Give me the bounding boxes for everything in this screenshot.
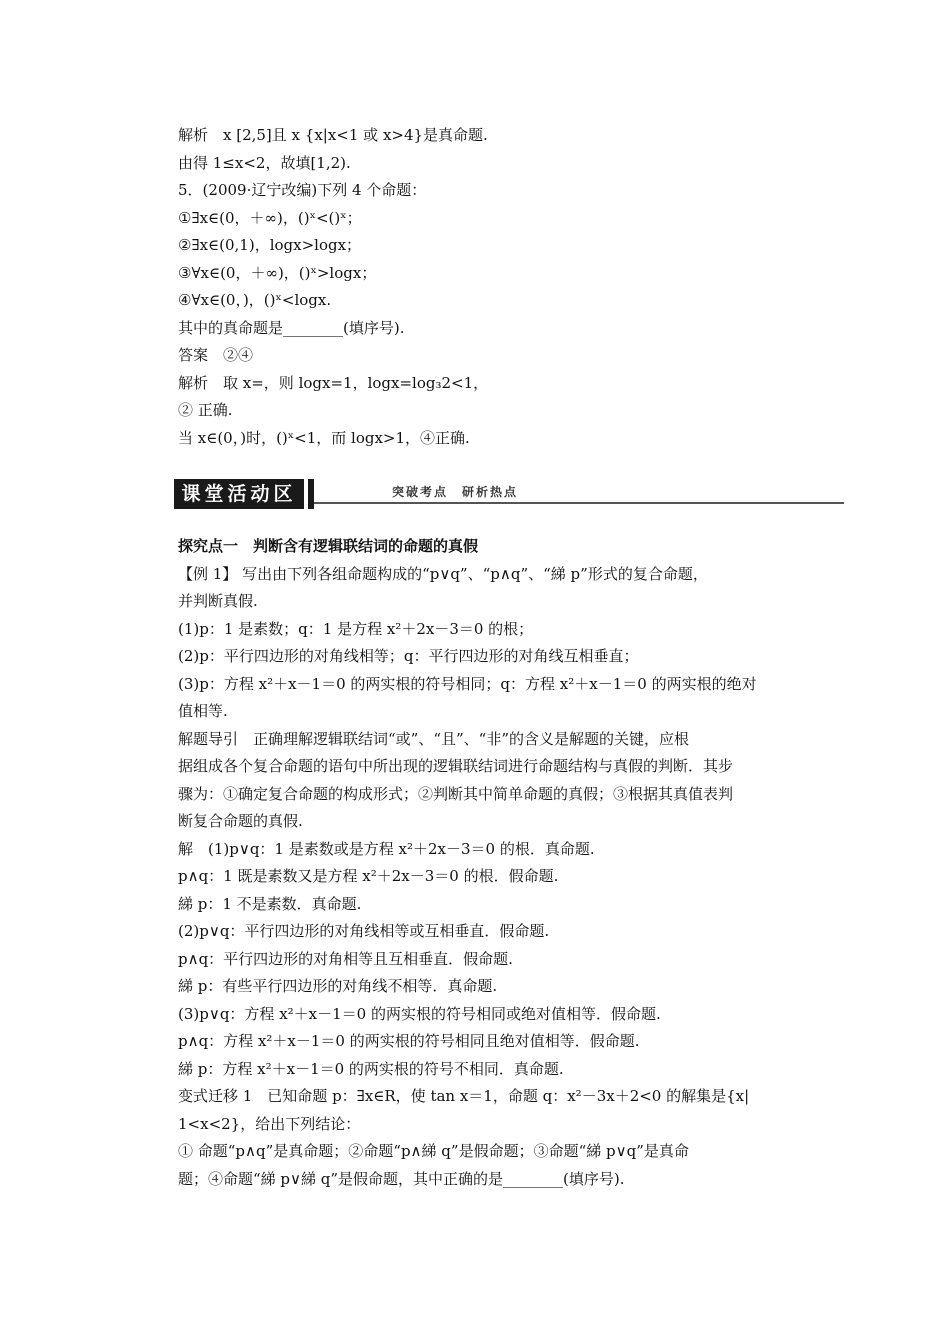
text-line: ② 正确.: [178, 401, 233, 419]
banner-title: 课堂活动区: [174, 479, 304, 509]
text-line: ②∃x∈(0,1)，logx>logx；: [178, 236, 362, 254]
text-line: 綈 p：1 不是素数．真命题.: [178, 894, 362, 913]
text-line: 1<x<2}，给出下列结论：: [178, 1114, 361, 1133]
banner-bar: [308, 479, 314, 509]
section-heading: 探究点一 判断含有逻辑联结词的命题的真假: [178, 537, 479, 555]
text-line: 5．(2009·辽宁改编)下列 4 个命题：: [178, 181, 427, 199]
document-page: [178, 122, 818, 1193]
text-line: p∧q：1 既是素数又是方程 x²＋2x－3＝0 的根．假命题.: [178, 867, 559, 885]
text-line: p∧q：方程 x²＋x－1＝0 的两实根的符号相同且绝对值相等．假命题.: [178, 1032, 640, 1050]
text-line: ④∀x∈(0，)，()ˣ<logx.: [178, 291, 332, 309]
text-line: p∧q：平行四边形的对角相等且互相垂直．假命题.: [178, 949, 513, 968]
text-line: 值相等.: [178, 702, 228, 720]
text-line: 断复合命题的真假.: [178, 812, 303, 830]
text-line: (3)p：方程 x²＋x－1＝0 的两实根的符号相同；q：方程 x²＋x－1＝0 的两实根的绝对: [178, 674, 757, 693]
text-line: 解题导引 正确理解逻辑联结词“或”、“且”、“非”的含义是解题的关键，应根: [178, 729, 690, 748]
text-line: 綈 p：方程 x²＋x－1＝0 的两实根的符号不相同．真命题.: [178, 1059, 564, 1078]
section-banner: [174, 479, 844, 519]
text-line: 变式迁移 1 已知命题 p：∃x∈R，使 tan x＝1，命题 q：x²－3x＋2<0 的解集是{x|: [178, 1087, 750, 1105]
text-line: 解析 取 x=，则 logx=1，logx=log₃2<1，: [178, 373, 489, 392]
text-line: 当 x∈(0，)时，()ˣ<1，而 logx>1，④正确.: [178, 428, 470, 447]
text-line: 解析 x [2,5]且 x {x|x<1 或 x>4}是真命题.: [178, 126, 488, 144]
text-line: 綈 p：有些平行四边形的对角线不相等．真命题.: [178, 977, 498, 995]
text-line: 题；④命题“綈 p∨綈 q”是假命题，其中正确的是________(填序号).: [178, 1169, 625, 1188]
text-line: (3)p∨q：方程 x²＋x－1＝0 的两实根的符号相同或绝对值相等．假命题.: [178, 1004, 661, 1023]
text-line: 据组成各个复合命题的语句中所出现的逻辑联结词进行命题结构与真假的判断．其步: [178, 757, 734, 775]
text-line: ①∃x∈(0，＋∞)，()ˣ<()ˣ；: [178, 208, 362, 227]
text-line: 答案 ②④: [178, 346, 254, 364]
text-line: 并判断真假.: [178, 592, 258, 610]
text-line: 【例 1】 写出由下列各组命题构成的“p∨q”、“p∧q”、“綈 p”形式的复合命题，: [178, 564, 708, 583]
section-b: [178, 561, 818, 1194]
text-line: ① 命题“p∧q”是真命题；②命题“p∧綈 q”是假命题；③命题“綈 p∨q”是真命: [178, 1142, 689, 1160]
section-a: [178, 122, 818, 452]
text-line: (1)p：1 是素数；q：1 是方程 x²＋2x－3＝0 的根；: [178, 619, 534, 638]
text-line: 解 (1)p∨q：1 是素数或是方程 x²＋2x－3＝0 的根．真命题.: [178, 839, 595, 858]
banner-rule: [314, 502, 844, 504]
text-line: (2)p∨q：平行四边形的对角线相等或互相垂直．假命题.: [178, 922, 550, 940]
banner-subtitle: 突破考点 研析热点: [392, 485, 519, 499]
text-line: 由得 1≤x<2，故填[1,2).: [178, 153, 351, 172]
text-line: 其中的真命题是________(填序号).: [178, 318, 405, 337]
text-line: ③∀x∈(0，＋∞)，()ˣ>logx；: [178, 263, 377, 282]
text-line: 骤为：①确定复合命题的构成形式；②判断其中简单命题的真假；③根据其真值表判: [178, 784, 734, 803]
text-line: (2)p：平行四边形的对角线相等；q：平行四边形的对角线互相垂直；: [178, 647, 639, 665]
